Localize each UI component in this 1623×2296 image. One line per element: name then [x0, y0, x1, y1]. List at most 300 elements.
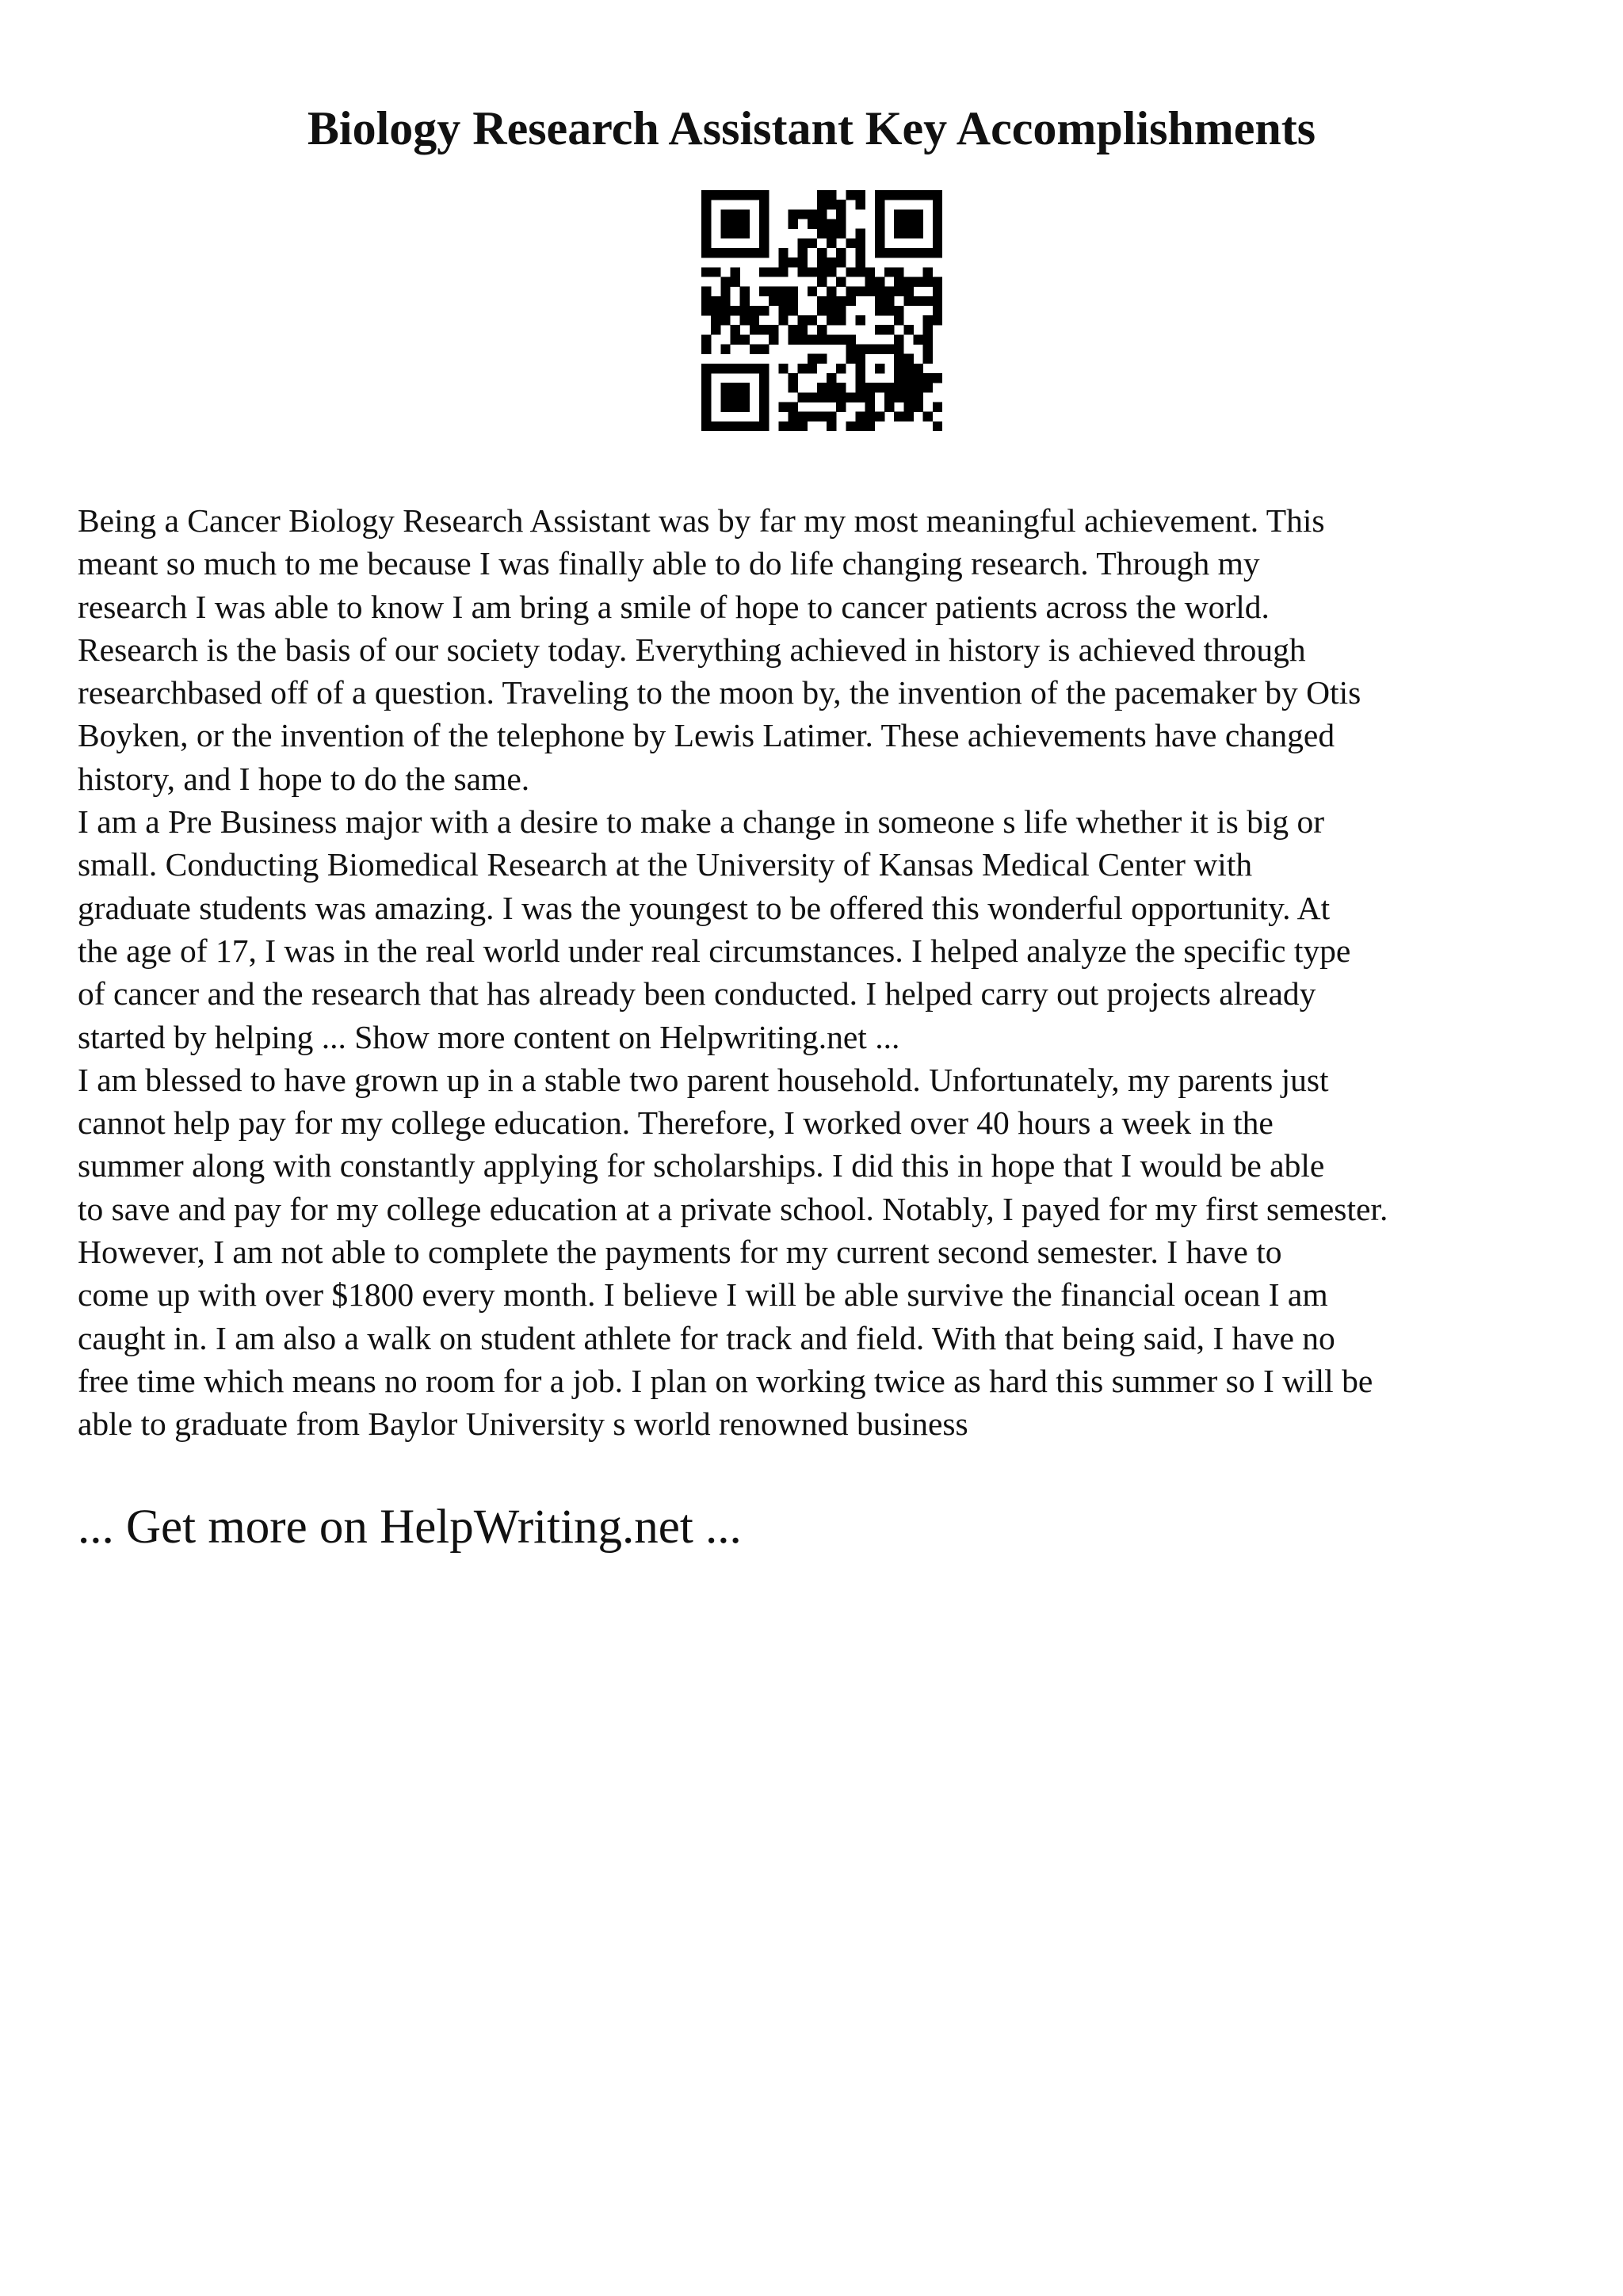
qr-module [750, 248, 759, 257]
qr-module [933, 296, 942, 306]
qr-module [875, 325, 884, 334]
qr-module [903, 296, 913, 306]
qr-module [798, 238, 808, 248]
qr-module [923, 267, 933, 277]
text-line: However, I am not able to complete the payments for my current second semester. I have to [78, 1234, 1282, 1271]
qr-module [759, 364, 769, 373]
qr-module [903, 325, 913, 334]
qr-module [827, 190, 836, 200]
qr-module [730, 229, 739, 238]
qr-module [914, 209, 923, 219]
qr-module [759, 345, 769, 354]
qr-module [798, 257, 808, 267]
qr-module [865, 412, 875, 421]
qr-module [875, 277, 884, 286]
text-line: the age of 17, I was in the real world under real circumstances. I helped analyze the specific type [78, 932, 1351, 969]
qr-module [933, 277, 942, 286]
qr-module [711, 248, 720, 257]
paragraph-2 [78, 800, 1568, 1058]
qr-module [720, 296, 730, 306]
qr-module [711, 315, 720, 325]
qr-module [808, 315, 817, 325]
text-line: summer along with constantly applying for scholarships. I did this in hope that I would be able [78, 1147, 1325, 1184]
qr-module [740, 229, 750, 238]
qr-module [730, 325, 739, 334]
qr-module [769, 296, 778, 306]
qr-module [836, 248, 846, 257]
qr-module [923, 334, 933, 344]
qr-module [740, 315, 750, 325]
qr-module [720, 315, 730, 325]
qr-module [750, 421, 759, 431]
qr-module [817, 257, 827, 267]
qr-module [923, 373, 933, 383]
qr-module [750, 364, 759, 373]
qr-module [808, 364, 817, 373]
get-more-link[interactable]: ... Get more on HelpWriting.net ... [78, 1501, 742, 1554]
qr-module [894, 306, 903, 315]
qr-module [759, 421, 769, 431]
qr-module [701, 219, 711, 228]
qr-module [701, 267, 711, 277]
qr-module [817, 209, 827, 219]
qr-module [836, 383, 846, 392]
qr-module [875, 209, 884, 219]
qr-module [836, 402, 846, 412]
qr-module [914, 364, 923, 373]
qr-module [914, 248, 923, 257]
qr-module [730, 209, 739, 219]
qr-module [846, 334, 855, 344]
qr-module [808, 334, 817, 344]
qr-module [923, 296, 933, 306]
qr-module [914, 383, 923, 392]
qr-module [808, 219, 817, 228]
qr-module [856, 257, 865, 267]
qr-module [836, 277, 846, 286]
qr-module [750, 315, 759, 325]
qr-module [701, 190, 711, 200]
qr-module [730, 383, 739, 392]
qr-module [759, 229, 769, 238]
qr-module [923, 412, 933, 421]
qr-module [827, 200, 836, 209]
qr-module [836, 364, 846, 373]
qr-module [778, 296, 788, 306]
qr-module [856, 229, 865, 238]
qr-module [701, 421, 711, 431]
text-line: caught in. I am also a walk on student athlete for track and field. With that being said, I have no [78, 1319, 1335, 1356]
qr-module [914, 392, 923, 402]
qr-module [875, 248, 884, 257]
qr-module [884, 402, 894, 412]
qr-module [903, 354, 913, 364]
qr-module [788, 296, 797, 306]
qr-module [923, 315, 933, 325]
qr-module [933, 373, 942, 383]
qr-module [740, 296, 750, 306]
qr-module [740, 287, 750, 296]
qr-module [701, 209, 711, 219]
qr-module [730, 364, 739, 373]
qr-module [894, 267, 903, 277]
qr-module [827, 287, 836, 296]
qr-module [903, 229, 913, 238]
qr-module [788, 325, 797, 334]
qr-module [903, 364, 913, 373]
qr-module [875, 296, 884, 306]
qr-module [903, 392, 913, 402]
qr-code-icon[interactable] [701, 190, 942, 431]
qr-module [827, 267, 836, 277]
qr-module [788, 287, 797, 296]
qr-module [856, 364, 865, 373]
qr-module [778, 402, 788, 412]
qr-module [720, 287, 730, 296]
qr-module [701, 248, 711, 257]
qr-module [856, 238, 865, 248]
qr-module [903, 219, 913, 228]
qr-module [846, 392, 855, 402]
qr-module [759, 306, 769, 315]
qr-module [914, 277, 923, 286]
qr-module [875, 306, 884, 315]
qr-module [933, 209, 942, 219]
qr-module [798, 412, 808, 421]
qr-module [788, 306, 797, 315]
qr-module [817, 325, 827, 334]
text-line: cannot help pay for my college education. Therefore, I worked over 40 hours a week in the [78, 1104, 1274, 1142]
qr-module [788, 373, 797, 383]
text-line: meant so much to me because I was finally able to do life changing research. Through my [78, 545, 1260, 582]
qr-module [740, 334, 750, 344]
qr-module [865, 267, 875, 277]
qr-module [730, 219, 739, 228]
qr-module [720, 306, 730, 315]
qr-module [720, 421, 730, 431]
document-body [78, 499, 1568, 1446]
qr-module [846, 354, 855, 364]
qr-module [875, 345, 884, 354]
qr-module [856, 315, 865, 325]
qr-module [865, 277, 875, 286]
qr-module [759, 392, 769, 402]
qr-module [788, 402, 797, 412]
qr-module [933, 402, 942, 412]
qr-module [865, 421, 875, 431]
text-line: able to graduate from Baylor University s world renowned business [78, 1405, 968, 1443]
qr-module [894, 392, 903, 402]
qr-module [711, 364, 720, 373]
qr-module [798, 267, 808, 277]
qr-module [808, 238, 817, 248]
qr-module [836, 229, 846, 238]
qr-module [720, 219, 730, 228]
qr-module [759, 267, 769, 277]
qr-module [856, 190, 865, 200]
qr-module [788, 412, 797, 421]
qr-module [933, 306, 942, 315]
qr-module [894, 209, 903, 219]
qr-module [759, 383, 769, 392]
qr-module [701, 238, 711, 248]
qr-module [817, 296, 827, 306]
qr-module [856, 287, 865, 296]
qr-module [827, 257, 836, 267]
qr-module [798, 209, 808, 219]
qr-module [701, 364, 711, 373]
qr-module [933, 238, 942, 248]
qr-module [740, 248, 750, 257]
qr-module [865, 383, 875, 392]
qr-module [798, 315, 808, 325]
qr-module [894, 219, 903, 228]
qr-module [846, 190, 855, 200]
qr-module [769, 267, 778, 277]
qr-module [894, 315, 903, 325]
qr-module [865, 345, 875, 354]
qr-module [875, 219, 884, 228]
text-line: history, and I hope to do the same. [78, 760, 530, 797]
qr-module [923, 190, 933, 200]
qr-module [701, 229, 711, 238]
qr-module [875, 238, 884, 248]
qr-module [788, 219, 797, 228]
qr-module [740, 392, 750, 402]
qr-module [933, 315, 942, 325]
qr-module [711, 267, 720, 277]
qr-module [894, 287, 903, 296]
text-line: research I was able to know I am bring a smile of hope to cancer patients across the world. [78, 588, 1270, 625]
qr-module [788, 421, 797, 431]
text-line: Being a Cancer Biology Research Assistant was by far my most meaningful achievement. This [78, 502, 1325, 539]
qr-module [759, 412, 769, 421]
qr-module [856, 373, 865, 383]
qr-module [817, 392, 827, 402]
qr-module [701, 200, 711, 209]
qr-module [836, 334, 846, 344]
qr-module [894, 412, 903, 421]
qr-module [836, 219, 846, 228]
qr-module [798, 248, 808, 257]
text-line: to save and pay for my college education at a private school. Notably, I payed for my first semester. [78, 1190, 1388, 1227]
qr-module [778, 315, 788, 325]
qr-module [730, 402, 739, 412]
qr-module [778, 421, 788, 431]
qr-module [836, 315, 846, 325]
qr-module [856, 421, 865, 431]
qr-module [701, 296, 711, 306]
qr-module [788, 334, 797, 344]
qr-module [865, 392, 875, 402]
qr-module [730, 277, 739, 286]
qr-module [740, 402, 750, 412]
qr-module [875, 364, 884, 373]
qr-module [884, 267, 894, 277]
qr-module [836, 200, 846, 209]
qr-module [856, 392, 865, 402]
qr-module [827, 315, 836, 325]
qr-module [856, 412, 865, 421]
qr-module [759, 219, 769, 228]
qr-module [730, 267, 739, 277]
qr-code-graphic [701, 190, 942, 431]
qr-module [750, 306, 759, 315]
qr-module [923, 383, 933, 392]
qr-module [933, 421, 942, 431]
qr-module [720, 383, 730, 392]
qr-module [875, 287, 884, 296]
qr-module [903, 277, 913, 286]
qr-module [720, 229, 730, 238]
qr-module [836, 209, 846, 219]
qr-module [894, 277, 903, 286]
qr-module [933, 248, 942, 257]
qr-module [711, 296, 720, 306]
qr-module [817, 334, 827, 344]
qr-module [740, 306, 750, 315]
qr-module [701, 345, 711, 354]
qr-module [759, 325, 769, 334]
qr-module [894, 373, 903, 383]
qr-module [894, 354, 903, 364]
qr-module [701, 383, 711, 392]
qr-module [914, 334, 923, 344]
text-line: of cancer and the research that has already been conducted. I helped carry out projects already [78, 975, 1316, 1013]
qr-module [903, 209, 913, 219]
qr-module [836, 392, 846, 402]
qr-module [884, 392, 894, 402]
paragraph-3 [78, 1058, 1568, 1446]
qr-module [720, 402, 730, 412]
qr-module [884, 383, 894, 392]
qr-module [894, 248, 903, 257]
qr-module [875, 190, 884, 200]
qr-module [827, 229, 836, 238]
qr-module [720, 209, 730, 219]
qr-module [903, 373, 913, 383]
qr-module [759, 209, 769, 219]
paragraph-1 [78, 499, 1568, 800]
qr-module [827, 373, 836, 383]
qr-module [914, 229, 923, 238]
qr-module [827, 392, 836, 402]
qr-module [711, 421, 720, 431]
qr-module [903, 412, 913, 421]
qr-module [798, 334, 808, 344]
qr-module [846, 238, 855, 248]
qr-module [856, 345, 865, 354]
qr-module [933, 287, 942, 296]
qr-module [836, 306, 846, 315]
qr-module [808, 392, 817, 402]
qr-module [827, 383, 836, 392]
qr-module [769, 334, 778, 344]
qr-module [778, 364, 788, 373]
qr-module [827, 334, 836, 344]
qr-module [701, 373, 711, 383]
qr-module [836, 257, 846, 267]
qr-module [856, 200, 865, 209]
text-line: Boyken, or the invention of the telephone by Lewis Latimer. These achievements have changed [78, 717, 1335, 754]
qr-module [701, 402, 711, 412]
qr-module [817, 200, 827, 209]
qr-module [846, 345, 855, 354]
qr-module [720, 392, 730, 402]
qr-module [769, 287, 778, 296]
qr-module [933, 190, 942, 200]
qr-module [720, 364, 730, 373]
qr-module [894, 229, 903, 238]
qr-module [903, 248, 913, 257]
qr-module [914, 402, 923, 412]
qr-module [701, 334, 711, 344]
qr-module [894, 383, 903, 392]
qr-module [846, 287, 855, 296]
qr-module [808, 412, 817, 421]
qr-module [778, 267, 788, 277]
qr-module [914, 190, 923, 200]
qr-module [778, 306, 788, 315]
qr-module [778, 257, 788, 267]
document-title: Biology Research Assistant Key Accomplishments [307, 102, 1316, 154]
qr-module [865, 287, 875, 296]
text-line: Research is the basis of our society today. Everything achieved in history is achieved through [78, 631, 1306, 668]
qr-module [701, 412, 711, 421]
qr-module [875, 229, 884, 238]
text-line: I am a Pre Business major with a desire to make a change in someone s life whether it is big or [78, 803, 1325, 841]
qr-module [903, 383, 913, 392]
qr-module [903, 287, 913, 296]
qr-module [740, 219, 750, 228]
qr-module [759, 402, 769, 412]
qr-module [817, 277, 827, 286]
qr-module [808, 267, 817, 277]
qr-module [933, 229, 942, 238]
qr-module [788, 383, 797, 392]
qr-module [884, 345, 894, 354]
qr-module [875, 412, 884, 421]
qr-module [923, 325, 933, 334]
qr-module [750, 345, 759, 354]
text-line: small. Conducting Biomedical Research at the University of Kansas Medical Center with [78, 846, 1253, 883]
qr-module [759, 238, 769, 248]
qr-module [720, 248, 730, 257]
qr-module [884, 190, 894, 200]
qr-module [884, 287, 894, 296]
qr-module [894, 364, 903, 373]
qr-module [730, 190, 739, 200]
qr-module [740, 383, 750, 392]
qr-module [875, 200, 884, 209]
qr-module [778, 248, 788, 257]
qr-module [759, 287, 769, 296]
qr-module [808, 354, 817, 364]
qr-module [884, 325, 894, 334]
qr-module [903, 190, 913, 200]
qr-module [720, 190, 730, 200]
qr-module [827, 421, 836, 431]
qr-module [740, 421, 750, 431]
qr-module [759, 373, 769, 383]
qr-module [798, 421, 808, 431]
qr-module [827, 412, 836, 421]
qr-module [817, 219, 827, 228]
text-line: free time which means no room for a job. I plan on working twice as hard this summer so I will be [78, 1362, 1373, 1399]
qr-module [788, 257, 797, 267]
qr-module [914, 373, 923, 383]
qr-module [711, 325, 720, 334]
